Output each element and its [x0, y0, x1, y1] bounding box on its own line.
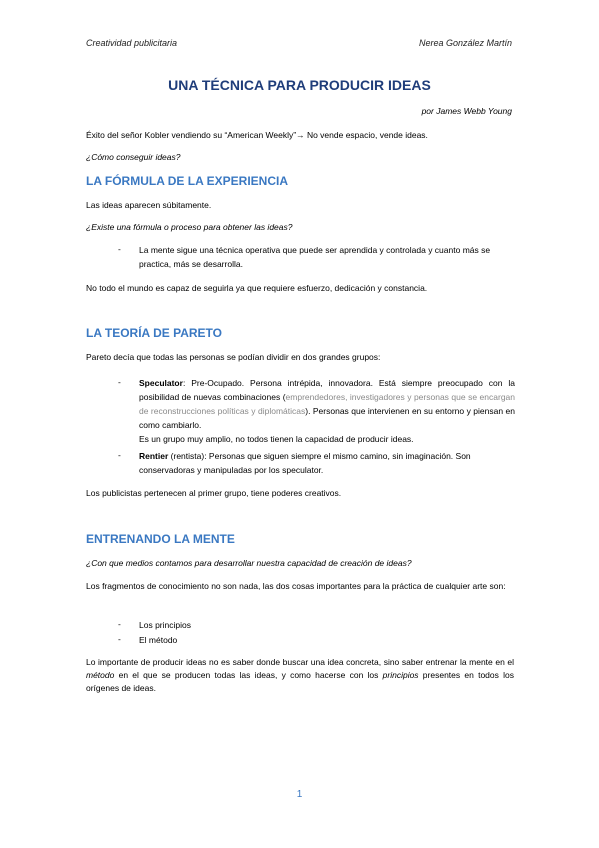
speculator-text-c: Es un grupo muy amplio, no todos tienen la capacidad de producir ideas. [139, 434, 414, 444]
section1-paragraph-2: No todo el mundo es capaz de seguirla ya que requiere esfuerzo, dedicación y constancia. [86, 283, 428, 293]
intro-question: ¿Cómo conseguir ideas? [86, 152, 181, 162]
section2-paragraph: Pareto decía que todas las personas se podían dividir en dos grandes grupos: [86, 352, 381, 362]
document-author: por James Webb Young [421, 106, 512, 116]
bullet-marker: - [118, 244, 121, 254]
intro-line: Éxito del señor Kobler vendiendo su “American Weekly”→ No vende espacio, vende ideas. [86, 130, 428, 140]
section3-question: ¿Con que medios contamos para desarrollar nuestra capacidad de creación de ideas? [86, 558, 412, 568]
bullet-marker: - [118, 450, 121, 460]
speculator-text-a: : Pre-Ocupado. Persona intrépida, innovadora. Está siempre preocupado con la posibilidad de nuevas combinaciones ( [139, 378, 515, 402]
header-right: Nerea González Martín [418, 38, 512, 48]
section-heading-training: ENTRENANDO LA MENTE [86, 532, 235, 546]
bullet-marker: - [118, 619, 121, 629]
p2-text-c: presentes en todos los orígenes de ideas. [86, 670, 514, 693]
p2-emphasis-method: método [86, 670, 115, 680]
speculator-examples: emprendedores, investigadores y personas que se encargan de reconstrucciones políticas y diplomáticas [139, 392, 515, 416]
p2-emphasis-principles: principios [382, 670, 419, 680]
bullet-method: El método [139, 635, 178, 645]
bullet-principles: Los principios [139, 620, 191, 630]
bullet-rentier [139, 449, 515, 477]
rentier-text: (rentista): Personas que siguen siempre el mismo camino, sin imaginación. Son conservadoras y manipuladas por los speculator. [139, 451, 471, 475]
speculator-text-b: ). Personas que intervienen en su entorno y piensan en como cambiarlo. [139, 406, 515, 430]
bullet-marker: - [118, 634, 121, 644]
document-title: UNA TÉCNICA PARA PRODUCIR IDEAS [168, 77, 431, 93]
page-number: 1 [296, 789, 303, 800]
section2-paragraph-2: Los publicistas pertenecen al primer grupo, tiene poderes creativos. [86, 488, 342, 498]
bullet-speculator [139, 376, 515, 446]
term-rentier: Rentier [139, 451, 169, 461]
term-speculator: Speculator [139, 378, 183, 388]
section1-question: ¿Existe una fórmula o proceso para obtener las ideas? [86, 222, 293, 232]
section1-bullet: La mente sigue una técnica operativa que puede ser aprendida y controlada y cuanto más se practica, más se desarrolla. [139, 245, 491, 269]
section3-paragraph-2 [86, 656, 514, 695]
p2-text-b: en el que se producen todas las ideas, y como hacerse con los [114, 670, 383, 680]
section3-paragraph: Los fragmentos de conocimiento no son nada, las dos cosas importantes para la práctica de cualquier arte son: [86, 581, 506, 591]
section-heading-formula: LA FÓRMULA DE LA EXPERIENCIA [86, 174, 289, 188]
header-left: Creatividad publicitaria [86, 38, 178, 48]
bullet-marker: - [118, 377, 121, 387]
section-heading-pareto: LA TEORÍA DE PARETO [86, 326, 223, 340]
section1-paragraph: Las ideas aparecen súbitamente. [86, 200, 212, 210]
p2-text-a: Lo importante de producir ideas no es saber donde buscar una idea concreta, sino saber entrenar la mente en el [86, 657, 514, 667]
